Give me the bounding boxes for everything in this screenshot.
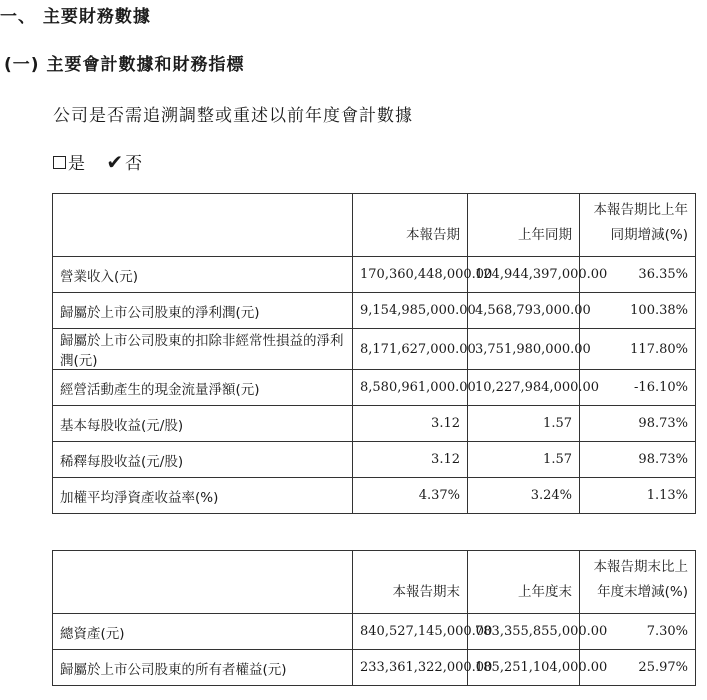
table-row	[53, 478, 696, 514]
table-cell: 100.38%	[580, 293, 696, 329]
table-cell: 3.24%	[468, 478, 580, 514]
table-cell: 25.97%	[580, 650, 696, 686]
header-row	[53, 194, 696, 257]
table-cell: 10,227,984,000.00	[468, 370, 580, 406]
table-cell: 840,527,145,000.00	[353, 614, 468, 650]
section-title: 一、 主要財務數據	[0, 7, 151, 27]
row-label: 加權平均淨資產收益率(%)	[53, 478, 353, 514]
table-cell: 124,944,397,000.00	[468, 257, 580, 293]
table-row	[53, 329, 696, 370]
table-row	[53, 614, 696, 650]
table-cell: 233,361,322,000.00	[353, 650, 468, 686]
column-header: 上年同期	[468, 194, 580, 257]
column-header	[53, 551, 353, 614]
table-cell: 1.57	[468, 442, 580, 478]
restatement-question: 公司是否需追溯調整或重述以前年度會計數據	[53, 106, 413, 126]
table-cell: 170,360,448,000.00	[353, 257, 468, 293]
no-option-label: 否	[125, 154, 143, 174]
column-header: 上年度末	[468, 551, 580, 614]
check-mark-icon: ✔	[106, 150, 124, 174]
subsection-title: (一) 主要會計數據和財務指標	[4, 55, 245, 75]
column-header: 本報告期比上年同期增減(%)	[580, 194, 696, 257]
table-cell: 117.80%	[580, 329, 696, 370]
table-cell: 4,568,793,000.00	[468, 293, 580, 329]
table-cell: -16.10%	[580, 370, 696, 406]
unchecked-box-icon	[53, 156, 66, 169]
row-label: 歸屬於上市公司股東的所有者權益(元)	[53, 650, 353, 686]
table-row	[53, 442, 696, 478]
table-row	[53, 293, 696, 329]
row-label: 基本每股收益(元/股)	[53, 406, 353, 442]
table-cell: 8,171,627,000.00	[353, 329, 468, 370]
period-end-balance-table	[52, 550, 696, 686]
table-cell: 36.35%	[580, 257, 696, 293]
yes-option-label: 是	[68, 154, 85, 174]
table-cell: 1.13%	[580, 478, 696, 514]
column-header: 本報告期末	[353, 551, 468, 614]
table-cell: 3.12	[353, 442, 468, 478]
row-label: 營業收入(元)	[53, 257, 353, 293]
table-cell: 3.12	[353, 406, 468, 442]
row-label: 總資產(元)	[53, 614, 353, 650]
table-cell: 4.37%	[353, 478, 468, 514]
table-cell: 783,355,855,000.00	[468, 614, 580, 650]
key-accounting-data-table	[52, 193, 696, 514]
table-cell: 3,751,980,000.00	[468, 329, 580, 370]
row-label: 歸屬於上市公司股東的淨利潤(元)	[53, 293, 353, 329]
table-cell: 8,580,961,000.00	[353, 370, 468, 406]
column-header	[53, 194, 353, 257]
column-header: 本報告期	[353, 194, 468, 257]
table-row	[53, 370, 696, 406]
table-cell: 98.73%	[580, 406, 696, 442]
header-row	[53, 551, 696, 614]
row-label: 經營活動產生的現金流量淨額(元)	[53, 370, 353, 406]
table-cell: 185,251,104,000.00	[468, 650, 580, 686]
table-cell: 1.57	[468, 406, 580, 442]
table-cell: 98.73%	[580, 442, 696, 478]
table-row	[53, 406, 696, 442]
table-cell: 7.30%	[580, 614, 696, 650]
row-label: 稀釋每股收益(元/股)	[53, 442, 353, 478]
table-cell: 9,154,985,000.00	[353, 293, 468, 329]
column-header: 本報告期末比上年度末增減(%)	[580, 551, 696, 614]
restatement-options	[53, 149, 142, 174]
row-label: 歸屬於上市公司股東的扣除非經常性損益的淨利潤(元)	[53, 329, 353, 370]
table-row	[53, 257, 696, 293]
table-row	[53, 650, 696, 686]
